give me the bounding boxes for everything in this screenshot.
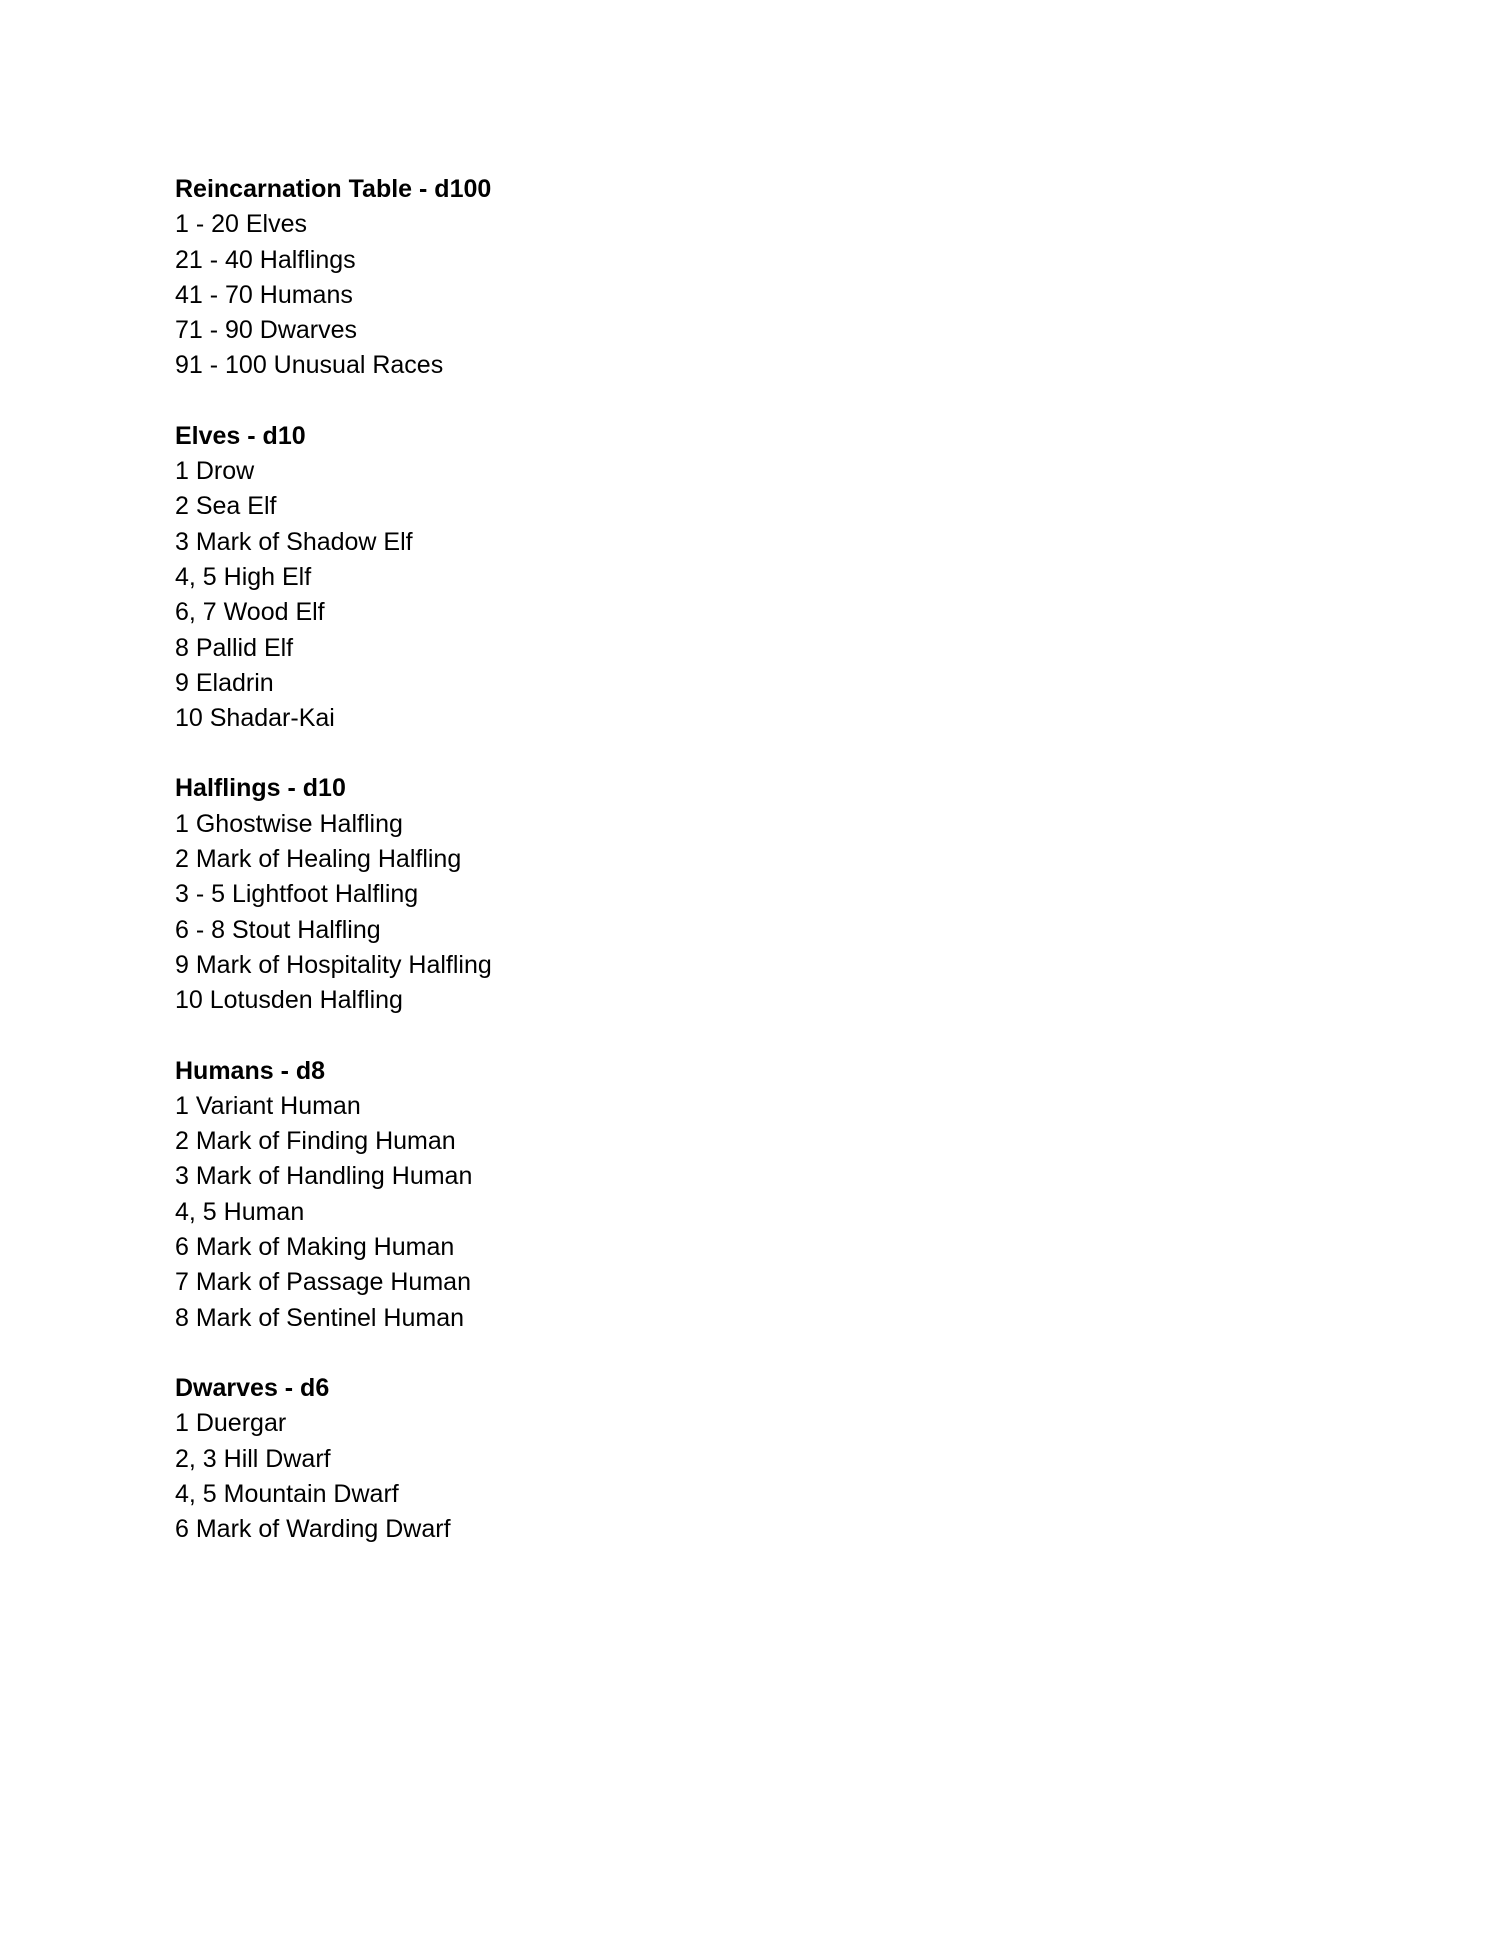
section-dwarves: [175, 1371, 492, 1547]
table-row: 4, 5 High Elf: [175, 562, 312, 591]
table-row: 3 Mark of Shadow Elf: [175, 527, 413, 556]
table-row: 6 - 8 Stout Halfling: [175, 915, 381, 944]
section-heading: Humans - d8: [175, 1056, 326, 1085]
section-halflings: [175, 771, 492, 1018]
table-row: 1 Variant Human: [175, 1091, 361, 1120]
table-row: 1 - 20 Elves: [175, 210, 308, 239]
section-heading: Elves - d10: [175, 421, 306, 450]
table-row: 3 - 5 Lightfoot Halfling: [175, 880, 419, 909]
section-elves: [175, 419, 492, 737]
table-row: 71 - 90 Dwarves: [175, 316, 358, 345]
table-row: 4, 5 Human: [175, 1197, 305, 1226]
table-row: 21 - 40 Halflings: [175, 245, 356, 274]
section-reincarnation-table: [175, 172, 492, 384]
table-row: 10 Lotusden Halfling: [175, 986, 403, 1015]
table-row: 7 Mark of Passage Human: [175, 1268, 471, 1297]
section-humans: [175, 1054, 492, 1336]
table-row: 2 Mark of Finding Human: [175, 1127, 456, 1156]
table-row: 8 Pallid Elf: [175, 633, 294, 662]
table-row: 4, 5 Mountain Dwarf: [175, 1479, 399, 1508]
table-row: 41 - 70 Humans: [175, 280, 353, 309]
section-heading: Reincarnation Table - d100: [175, 175, 492, 203]
section-heading: Halflings - d10: [175, 774, 346, 803]
document-page: [175, 172, 492, 1582]
table-row: 2 Sea Elf: [175, 492, 277, 521]
table-row: 1 Ghostwise Halfling: [175, 809, 403, 838]
table-row: 1 Drow: [175, 457, 255, 486]
table-row: 91 - 100 Unusual Races: [175, 351, 444, 380]
table-row: 6 Mark of Warding Dwarf: [175, 1515, 451, 1544]
table-row: 8 Mark of Sentinel Human: [175, 1303, 465, 1332]
table-row: 9 Mark of Hospitality Halfling: [175, 950, 492, 979]
table-row: 10 Shadar-Kai: [175, 704, 335, 733]
table-row: 6, 7 Wood Elf: [175, 598, 325, 627]
table-row: 1 Duergar: [175, 1409, 287, 1438]
table-row: 6 Mark of Making Human: [175, 1233, 455, 1262]
table-row: 2 Mark of Healing Halfling: [175, 845, 462, 874]
table-row: 3 Mark of Handling Human: [175, 1162, 473, 1191]
section-heading: Dwarves - d6: [175, 1373, 330, 1402]
table-row: 2, 3 Hill Dwarf: [175, 1444, 331, 1473]
table-row: 9 Eladrin: [175, 668, 274, 697]
